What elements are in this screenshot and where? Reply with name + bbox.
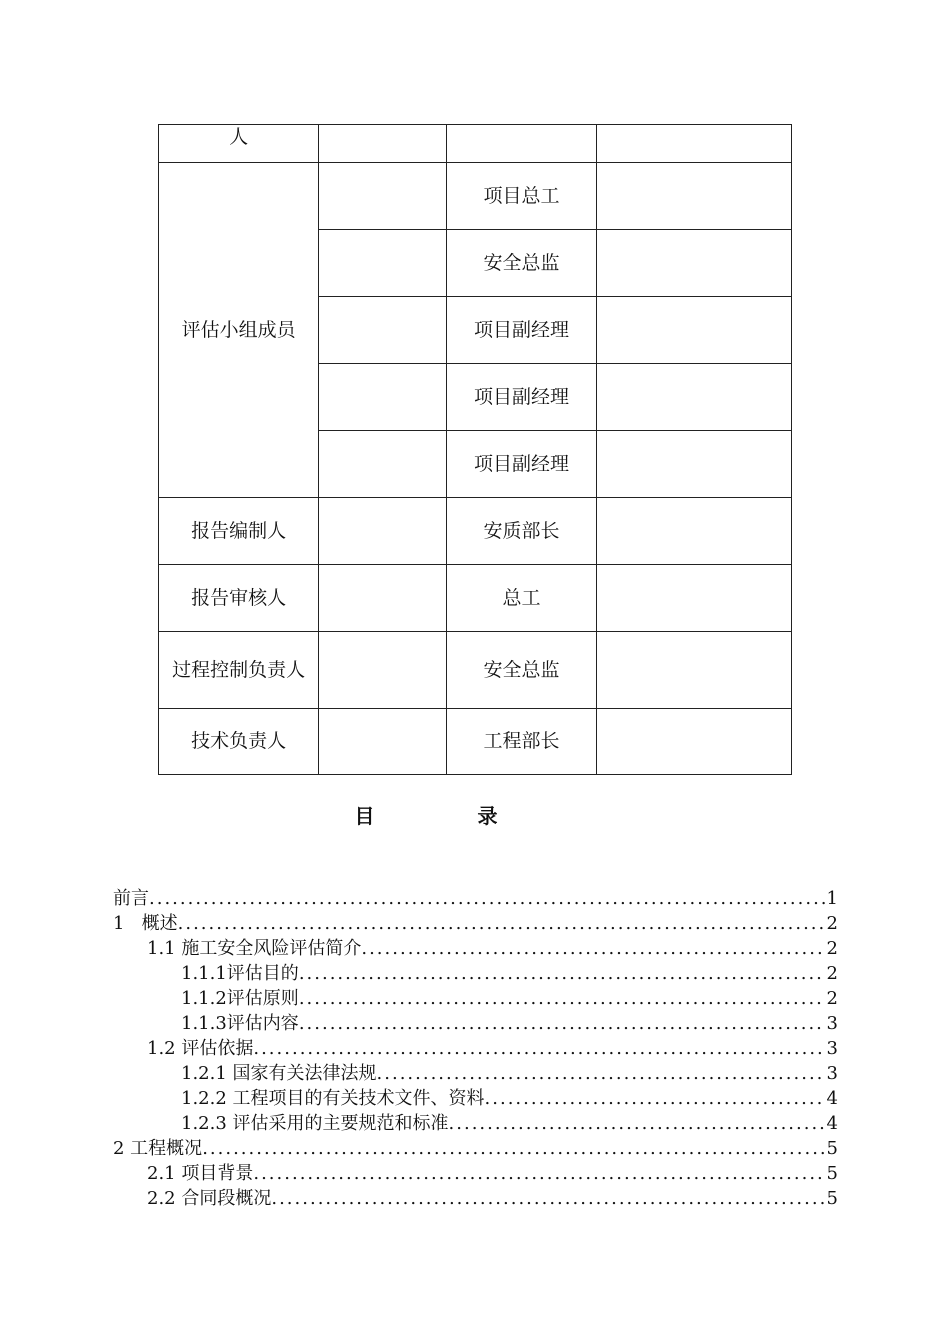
- toc-label: 1.1.1评估目的: [181, 963, 299, 984]
- toc-page: 2: [826, 988, 838, 1009]
- table-row: [159, 498, 792, 565]
- position-cell: 安全总监: [447, 230, 596, 297]
- toc-leader: [485, 1086, 825, 1111]
- staff-table: [158, 124, 792, 775]
- toc-entry[interactable]: [113, 1136, 838, 1161]
- position-cell: 总工: [447, 565, 596, 632]
- table-row: [159, 565, 792, 632]
- toc-page: 3: [826, 1038, 838, 1059]
- toc-label: 1.1.3评估内容: [181, 1013, 299, 1034]
- toc-label: 1.1 施工安全风险评估简介: [147, 938, 362, 959]
- signature-cell: [596, 364, 791, 431]
- toc-entry[interactable]: [113, 1086, 838, 1111]
- name-cell: [319, 431, 447, 498]
- toc-entry[interactable]: [113, 961, 838, 986]
- name-cell: [319, 163, 447, 230]
- toc-leader: [299, 961, 825, 986]
- toc-leader: [449, 1111, 825, 1136]
- position-cell: 项目副经理: [447, 431, 596, 498]
- toc-entry[interactable]: [113, 936, 838, 961]
- toc-leader: [271, 1186, 824, 1211]
- toc-page: 2: [826, 963, 838, 984]
- role-cell: 报告编制人: [159, 498, 319, 565]
- toc-entry[interactable]: [113, 911, 838, 936]
- toc-leader: [149, 886, 825, 911]
- toc-page: 2: [826, 913, 838, 934]
- toc-entry[interactable]: [113, 1061, 838, 1086]
- toc-title: 目 录: [354, 804, 546, 828]
- position-cell: 安全总监: [447, 632, 596, 709]
- toc-page: 5: [826, 1163, 838, 1184]
- position-cell: 项目总工: [447, 163, 596, 230]
- name-cell: [319, 364, 447, 431]
- toc-entry[interactable]: [113, 1011, 838, 1036]
- position-cell: 安质部长: [447, 498, 596, 565]
- toc-leader: [178, 911, 825, 936]
- toc-page: 1: [826, 888, 838, 909]
- name-cell: [319, 565, 447, 632]
- name-cell: [319, 125, 447, 163]
- role-cell-group: 评估小组成员: [159, 163, 319, 498]
- signature-cell: [596, 297, 791, 364]
- role-cell: 技术负责人: [159, 709, 319, 775]
- toc-leader: [253, 1161, 824, 1186]
- position-cell: 项目副经理: [447, 297, 596, 364]
- toc-page: 3: [826, 1013, 838, 1034]
- position-cell: [447, 125, 596, 163]
- toc-label: 1.1.2评估原则: [181, 988, 299, 1009]
- role-cell: 人: [159, 125, 319, 163]
- role-cell: 过程控制负责人: [159, 632, 319, 709]
- toc-entry[interactable]: [113, 886, 838, 911]
- toc-leader: [299, 986, 825, 1011]
- toc-leader: [361, 936, 824, 961]
- toc-page: 2: [826, 938, 838, 959]
- toc-page: 4: [826, 1088, 838, 1109]
- position-cell: 项目副经理: [447, 364, 596, 431]
- signature-cell: [596, 565, 791, 632]
- toc-entry[interactable]: [113, 1111, 838, 1136]
- toc-page: 3: [826, 1063, 838, 1084]
- table-of-contents: [113, 886, 838, 1211]
- toc-label: 1 概述: [113, 913, 178, 934]
- toc-page: 5: [826, 1188, 838, 1209]
- toc-label: 前言: [113, 888, 149, 909]
- name-cell: [319, 709, 447, 775]
- toc-leader: [377, 1061, 825, 1086]
- toc-page: 4: [826, 1113, 838, 1134]
- toc-entry[interactable]: [113, 1161, 838, 1186]
- toc-label: 1.2.2 工程项目的有关技术文件、资料: [181, 1088, 485, 1109]
- signature-cell: [596, 498, 791, 565]
- name-cell: [319, 632, 447, 709]
- role-cell: 报告审核人: [159, 565, 319, 632]
- toc-label: 2.2 合同段概况: [147, 1188, 272, 1209]
- toc-entry[interactable]: [113, 1036, 838, 1061]
- name-cell: [319, 230, 447, 297]
- signature-cell: [596, 125, 791, 163]
- table-row: [159, 709, 792, 775]
- toc-leader: [299, 1011, 825, 1036]
- toc-label: 1.2.1 国家有关法律法规: [181, 1063, 377, 1084]
- toc-leader: [202, 1136, 824, 1161]
- toc-label: 2.1 项目背景: [147, 1163, 254, 1184]
- toc-leader: [253, 1036, 824, 1061]
- table-row: [159, 163, 792, 230]
- signature-cell: [596, 163, 791, 230]
- toc-entry[interactable]: [113, 986, 838, 1011]
- name-cell: [319, 297, 447, 364]
- signature-cell: [596, 431, 791, 498]
- toc-label: 1.2.3 评估采用的主要规范和标准: [181, 1113, 449, 1134]
- name-cell: [319, 498, 447, 565]
- toc-page: 5: [826, 1138, 838, 1159]
- toc-label: 2 工程概况: [113, 1138, 203, 1159]
- toc-label: 1.2 评估依据: [147, 1038, 254, 1059]
- table-row: [159, 632, 792, 709]
- signature-cell: [596, 709, 791, 775]
- toc-entry[interactable]: [113, 1186, 838, 1211]
- signature-cell: [596, 632, 791, 709]
- table-row: [159, 125, 792, 163]
- position-cell: 工程部长: [447, 709, 596, 775]
- signature-cell: [596, 230, 791, 297]
